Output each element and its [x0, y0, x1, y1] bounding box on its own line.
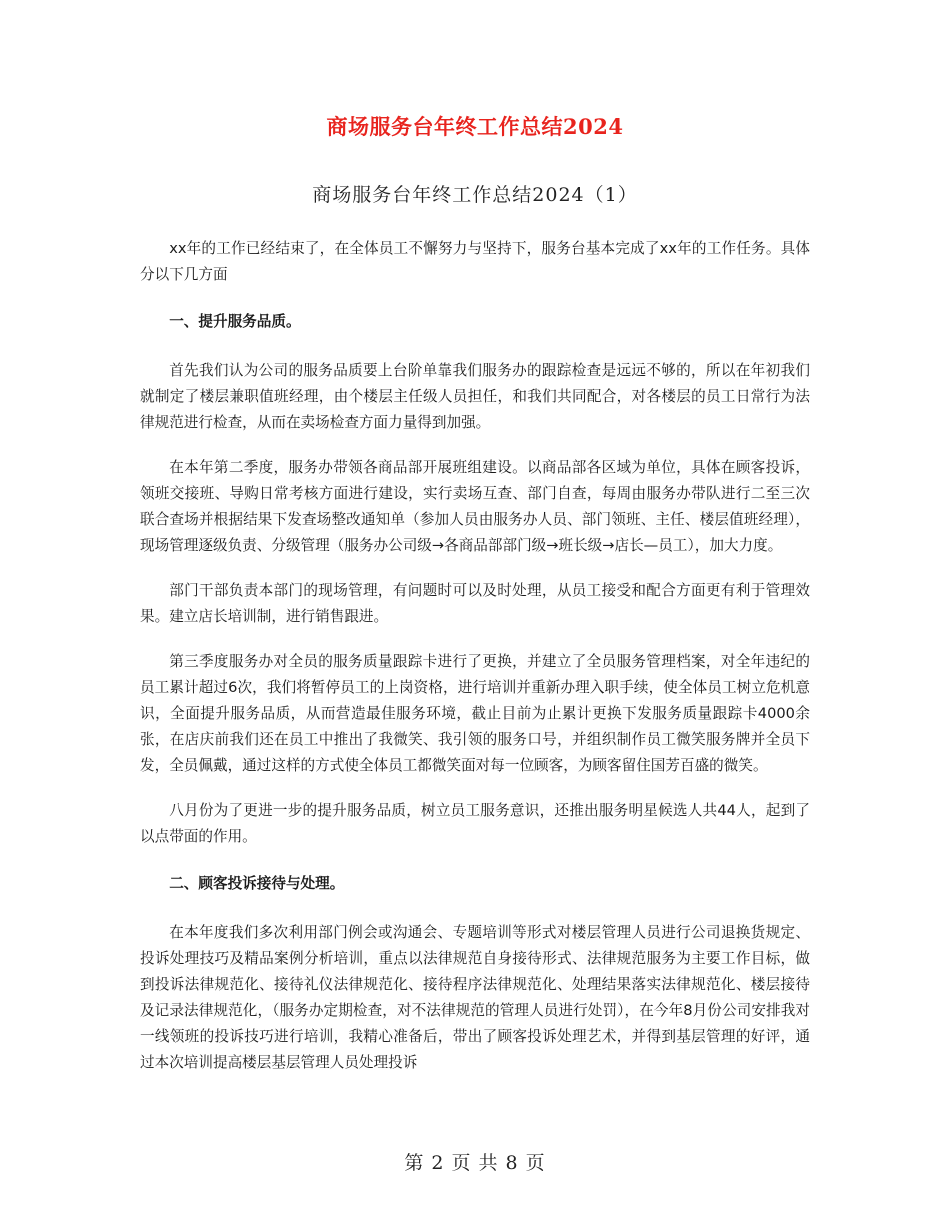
paragraph: 八月份为了更进一步的提升服务品质，树立员工服务意识，还推出服务明星候选人共44人，起到了以点带面的作用。: [140, 802, 810, 845]
section-heading-1: 一、提升服务品质。: [169, 313, 301, 330]
paragraph: 首先我们认为公司的服务品质要上台阶单靠我们服务办的跟踪检查是远远不够的，所以在年初我们就制定了楼层兼职值班经理，由个楼层主任级人员担任，和我们共同配合，对各楼层的员工日常行为法律规范进行检查，从而在卖场检查方面力量得到加强。: [140, 362, 810, 431]
page-footer: 第 2 页 共 8 页: [404, 1152, 546, 1174]
paragraph: 部门干部负责本部门的现场管理，有问题时可以及时处理，从员工接受和配合方面更有利于管理效果。建立店长培训制，进行销售跟进。: [140, 582, 810, 625]
paragraph: 在本年第二季度，服务办带领各商品部开展班组建设。以商品部各区域为单位，具体在顾客投诉，领班交接班、导购日常考核方面进行建设，实行卖场互查、部门自查，每周由服务办带队进行二至三次联合查场并根据结果下发查场整改通知单（参加人员由服务办人员、部门领班、主任、楼层值班经理），现场管理逐级负责、分级管理（服务办公司级→各商品部部门级→班长级→店长—员工），加大力度。: [140, 459, 810, 554]
section-heading-2: 二、顾客投诉接待与处理。: [169, 875, 345, 892]
document-title: 商场服务台年终工作总结2024: [326, 114, 624, 139]
paragraph: 在本年度我们多次利用部门例会或沟通会、专题培训等形式对楼层管理人员进行公司退换货规定、投诉处理技巧及精品案例分析培训，重点以法律规范自身接待形式、法律规范服务为主要工作目标，做到投诉法律规范化、接待礼仪法律规范化、接待程序法律规范化、处理结果落实法律规范化、楼层接待及记录法律规范化，（服务办定期检查，对不法律规范的管理人员进行处罚），在今年8月份公司安排我对一线领班的投诉技巧进行培训，我精心准备后，带出了顾客投诉处理艺术，并得到基层管理的好评，通过本次培训提高楼层基层管理人员处理投诉: [140, 924, 810, 1071]
document-subtitle: 商场服务台年终工作总结2024（1）: [312, 184, 638, 206]
paragraph-intro: xx年的工作已经结束了，在全体员工不懈努力与坚持下，服务台基本完成了xx年的工作任务。具体分以下几方面: [140, 240, 810, 283]
paragraph: 第三季度服务办对全员的服务质量跟踪卡进行了更换，并建立了全员服务管理档案，对全年违纪的员工累计超过6次，我们将暂停员工的上岗资格，进行培训并重新办理入职手续，使全体员工树立危机意识，全面提升服务品质，从而营造最佳服务环境，截止目前为止累计更换下发服务质量跟踪卡4000余张，在店庆前我们还在员工中推出了我微笑、我引领的服务口号，并组织制作员工微笑服务牌并全员下发，全员佩戴，通过这样的方式使全体员工都微笑面对每一位顾客，为顾客留住国芳百盛的微笑。: [140, 653, 810, 774]
document-body: [140, 236, 810, 1095]
